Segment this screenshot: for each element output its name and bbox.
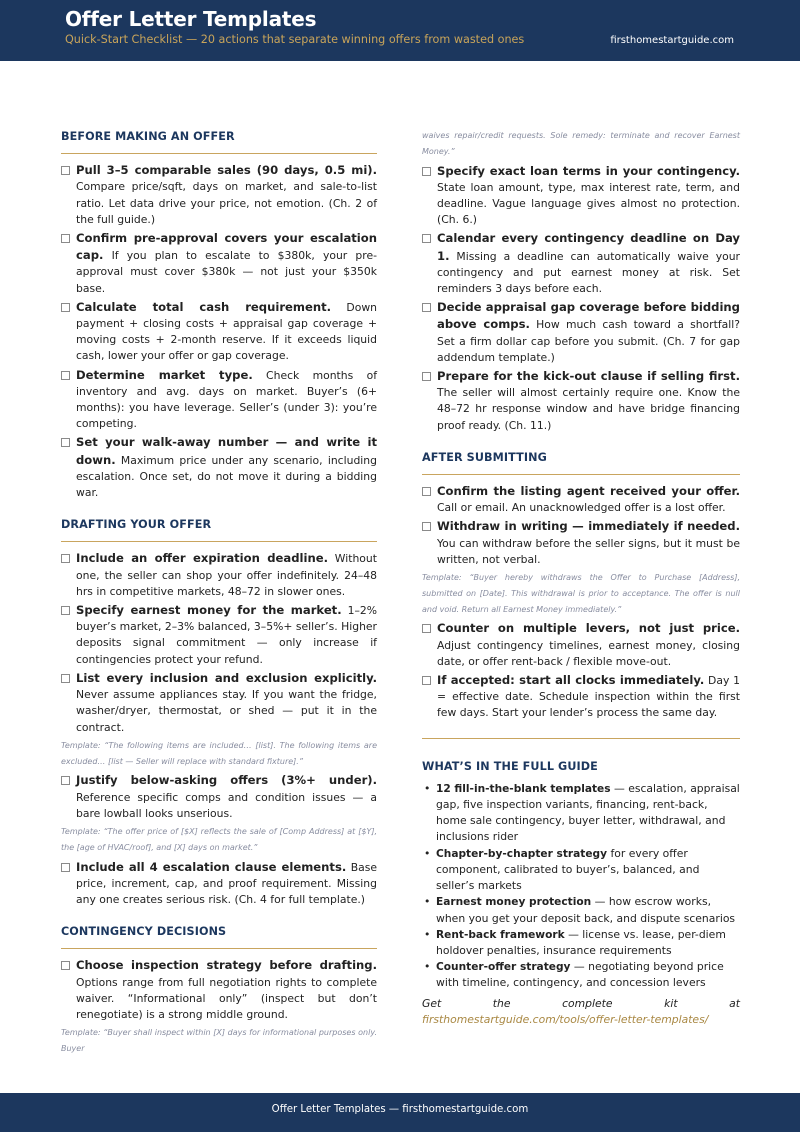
checklist-item: Decide appraisal gap coverage before bidding above comps. How much cash toward a shortfall? Set a firm dollar cap before you submit. (Ch. 7 for gap addendum template.) <box>422 299 740 366</box>
bullet-icon: • <box>424 927 431 941</box>
checkbox[interactable] <box>61 303 70 312</box>
checkbox[interactable] <box>61 606 70 615</box>
template-text: Template: “Buyer shall inspect within [X] days for informational purposes only. Buyer <box>61 1028 377 1053</box>
list-item: • Rent-back framework — license vs. lease, per-diem holdover penalties, insurance requirements <box>424 927 726 957</box>
checklist-item: If accepted: start all clocks immediately. Day 1 = effective date. Schedule inspection within the first few days. Start your lender’s process the same day. <box>422 672 740 722</box>
bullet-icon: • <box>424 846 431 860</box>
checklist-item: Pull 3–5 comparable sales (90 days, 0.5 mi). Compare price/sqft, days on market, and sale-to-list ratio. Let data drive your price, not emotion. (Ch. 2 of the full guide.) <box>61 162 377 228</box>
checklist-item: Confirm pre-approval covers your escalation cap. If you plan to escalate to $380k, your pre-approval must cover $380k — not just your $350k base. <box>61 230 377 297</box>
checkbox[interactable] <box>422 487 431 496</box>
checkbox[interactable] <box>422 234 431 243</box>
checklist-item: Determine market type. Check months of inventory and avg. days on market. Buyer’s (6+ months): you have leverage. Seller’s (under 3): you’re competing. <box>61 367 377 433</box>
page-title: Offer Letter Templates <box>65 7 317 31</box>
section-heading: BEFORE MAKING AN OFFER <box>61 129 377 154</box>
bullet-icon: • <box>424 895 431 909</box>
checkbox[interactable] <box>422 372 431 381</box>
checkbox[interactable] <box>422 167 431 176</box>
checkbox[interactable] <box>61 961 70 970</box>
list-item: • Earnest money protection — how escrow works, when you get your deposit back, and dispute scenarios <box>424 895 736 925</box>
section-heading: DRAFTING YOUR OFFER <box>61 517 377 542</box>
bullet-icon: • <box>424 960 431 974</box>
list-item: • Counter-offer strategy — negotiating beyond price with timeline, contingency, and concession levers <box>424 960 724 990</box>
template-text: waives repair/credit requests. Sole remedy: terminate and recover Earnest Money.” <box>422 131 740 156</box>
list-item: • 12 fill-in-the-blank templates — escalation, appraisal gap, five inspection variants, financing, rent-back, home sale contingency, buyer letter, withdrawal, and inclusions rider <box>424 781 740 844</box>
checkbox[interactable] <box>61 166 70 175</box>
checklist-item: Withdraw in writing — immediately if needed. You can withdraw before the seller signs, but it must be written, not verbal. <box>422 518 740 568</box>
checkbox[interactable] <box>61 554 70 563</box>
checklist-item: Confirm the listing agent received your offer. Call or email. An unacknowledged offer is a lost offer. <box>422 483 740 516</box>
checklist-item: Calculate total cash requirement. Down payment + closing costs + appraisal gap coverage + moving costs + 2-month reserve. If it exceeds liquid cash, lower your offer or gap coverage. <box>61 299 377 365</box>
bullet-icon: • <box>424 781 431 795</box>
section-heading: WHAT’S IN THE FULL GUIDE <box>422 759 598 773</box>
checklist-item: Counter on multiple levers, not just price. Adjust contingency timelines, earnest money, closing date, or offer rent-back / flexible move-out. <box>422 620 740 670</box>
page-header <box>0 0 800 61</box>
checkbox[interactable] <box>61 863 70 872</box>
template-text: Template: “Buyer hereby withdraws the Offer to Purchase [Address], submitted on [Date]. This withdrawal is prior to acceptance. The offer is null and void. Return all Earnest Money immediately.” <box>422 573 740 614</box>
template-text: Template: “The offer price of [$X] reflects the sale of [Comp Address] at [$Y], the [age of HVAC/roof], and [X] days on market.” <box>61 826 377 852</box>
checklist-item: Set your walk-away number — and write it down. Maximum price under any scenario, including escalation. Once set, do not move it during a bidding war. <box>61 434 377 501</box>
header-url: firsthomestartguide.com <box>610 35 734 46</box>
checkbox[interactable] <box>422 522 431 531</box>
checkbox[interactable] <box>61 234 70 243</box>
checklist-item: Choose inspection strategy before drafting. Options range from full negotiation rights to complete waiver. “Informational only” (inspect but don’t renegotiate) is a strong middle ground. <box>61 957 377 1023</box>
checklist-item: Prepare for the kick-out clause if selling first. The seller will almost certainly require one. Know the 48–72 hr response window and have bridge financing proof ready. (Ch. 11.) <box>422 368 740 434</box>
guide-link[interactable]: firsthomestartguide.com/tools/offer-letter-templates/ <box>422 1012 709 1026</box>
checkbox[interactable] <box>422 624 431 633</box>
checkbox[interactable] <box>61 776 70 785</box>
checklist-item: List every inclusion and exclusion explicitly. Never assume appliances stay. If you want the fridge, washer/dryer, thermostat, or shed — put it in the contract. <box>61 670 377 736</box>
checkbox[interactable] <box>61 674 70 683</box>
checklist-item: Calendar every contingency deadline on Day 1. Missing a deadline can automatically waive your contingency and put earnest money at risk. Set reminders 3 days before each. <box>422 230 740 297</box>
section-heading: CONTINGENCY DECISIONS <box>61 924 377 949</box>
divider <box>422 738 740 739</box>
checklist-item: Include an offer expiration deadline. Without one, the seller can shop your offer indefinitely. 24–48 hrs in competitive markets, 48–72 in slower ones. <box>61 550 377 600</box>
section-heading: AFTER SUBMITTING <box>422 450 740 475</box>
checkbox[interactable] <box>422 303 431 312</box>
checklist-item: Include all 4 escalation clause elements. Base price, increment, cap, and proof requirement. Missing any one creates serious risk. (Ch. 4 for full template.) <box>61 859 377 909</box>
list-item: • Chapter-by-chapter strategy for every offer component, calibrated to buyer’s, balanced, and seller’s markets <box>424 846 700 893</box>
page-footer: Offer Letter Templates — firsthomestartguide.com <box>0 1093 800 1132</box>
checklist-item: Specify exact loan terms in your contingency. State loan amount, type, max interest rate, term, and deadline. Vague language gives almost no protection. (Ch. 6.) <box>422 163 740 229</box>
page-subtitle: Quick-Start Checklist — 20 actions that separate winning offers from wasted ones <box>65 33 525 46</box>
checkbox[interactable] <box>61 371 70 380</box>
checkbox[interactable] <box>61 438 70 447</box>
left-column <box>61 127 377 1060</box>
right-column <box>422 130 740 1028</box>
checkbox[interactable] <box>422 676 431 685</box>
call-to-action: Get the complete kit at firsthomestartguide.com/tools/offer-letter-templates/ <box>422 996 740 1026</box>
checklist-item: Specify earnest money for the market. 1–2% buyer’s market, 2–3% balanced, 3–5%+ seller’s. Higher deposits signal commitment — only increase if contingencies protect your refund. <box>61 602 377 668</box>
template-text: Template: “The following items are included… [list]. The following items are excluded… [list — Seller will replace with standard fixture].” <box>61 740 377 766</box>
checklist-item: Justify below-asking offers (3%+ under). Reference specific comps and condition issues — a bare lowball looks unserious. <box>61 772 377 822</box>
